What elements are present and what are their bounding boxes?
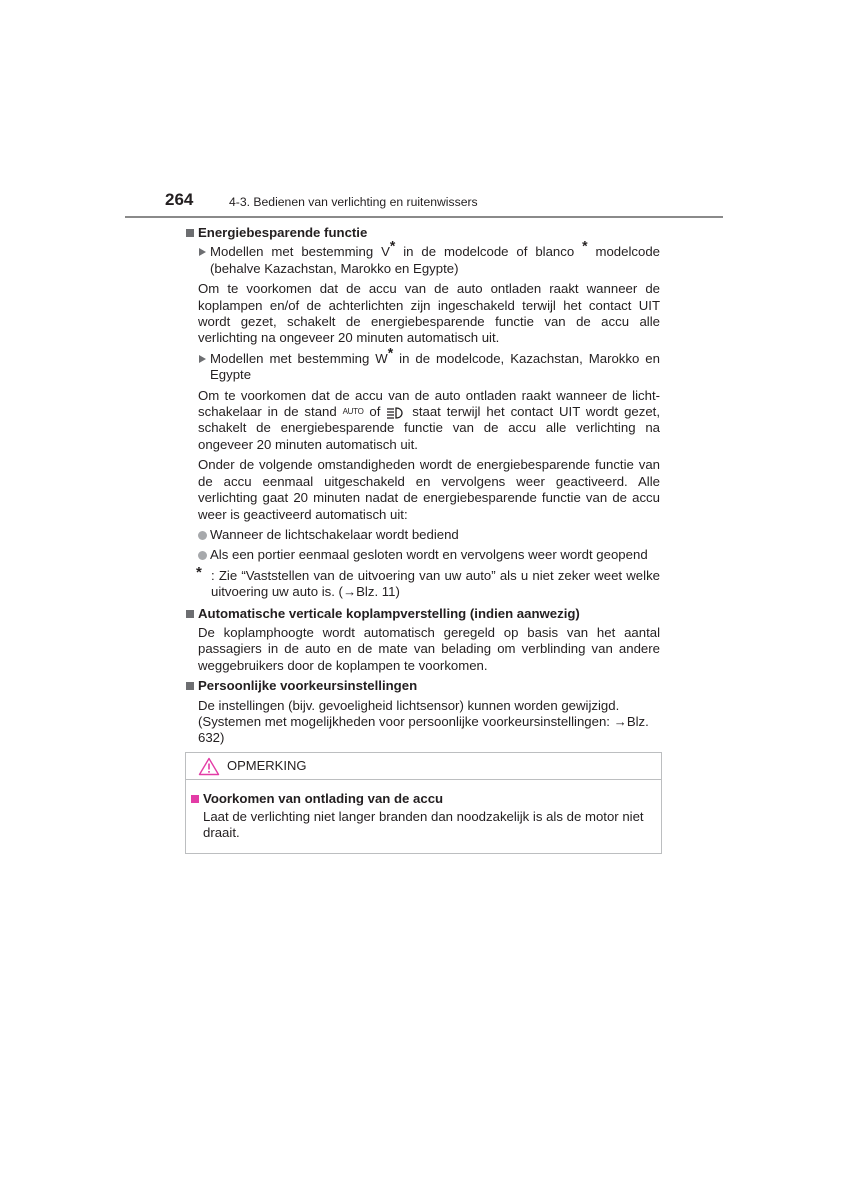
section-headlamp-leveling-title: Automatische verticale koplampverstelling (indien aanwezig): [185, 606, 660, 622]
personal-settings-paragraph: De instellingen (bijv. gevoeligheid lichtsensor) kunnen worden gewijzigd. (Systemen met mogelijkheden voor persoonlijke voorkeursinstellingen: →Blz. 632): [198, 697, 649, 746]
note-header: [186, 753, 661, 780]
header-divider: [125, 216, 723, 218]
section-energy-saving-title: Energiebesparende functie: [185, 225, 660, 241]
model-bullet-w: Modellen met bestemming W* in de modelcode, Kazachstan, Marokko en Egypte: [185, 351, 660, 384]
chapter-title: 4-3. Bedienen van verlichting en ruitenwissers: [229, 195, 478, 209]
section-square-icon: [186, 610, 194, 618]
note-label: OPMERKING: [227, 758, 307, 773]
dot-bullet-icon: [198, 551, 207, 560]
triangle-bullet-icon: [199, 248, 206, 256]
headlamp-leveling-paragraph: De koplamphoogte wordt automatisch geregeld op basis van het aantal passagiers in de auto en de mate van belading om verblinding van andere weggebruikers door de koplampen te voorkomen.: [198, 624, 660, 673]
energy-paragraph-3: Onder de volgende omstandigheden wordt de energiebesparende functie van de accu eenmaal uitgeschakeld en vervolgens weer geactiveerd. Alle verlichting gaat 20 minuten nadat de energiebesparende functie van de accu weer is geactiveerd automatisch uit:: [198, 457, 660, 522]
page-reference-link[interactable]: Blz. 11): [356, 584, 400, 600]
triangle-bullet-icon: [199, 355, 206, 363]
model-bullet-v: Modellen met bestemming V* in de modelcode of blanco * modelcode (behalve Kazachstan, Marokko en Egypte): [185, 244, 660, 277]
note-box: [185, 752, 662, 854]
page-content: [185, 225, 660, 751]
page-number: 264: [165, 190, 194, 209]
dot-bullet-icon: [198, 531, 207, 540]
energy-paragraph-2: Om te voorkomen dat de accu van de auto ontladen raakt wanneer de licht-schakelaar in de stand AUTO of staat terwijl het contact UIT wordt gezet, schakelt de energiebesparende functie van de accu alle verlichting na ongeveer 20 minuten automatisch uit.: [198, 387, 661, 452]
low-beam-headlight-icon: [386, 407, 406, 419]
section-square-icon: [186, 229, 194, 237]
warning-triangle-icon: [198, 757, 220, 776]
page-reference-link[interactable]: Blz. 632): [198, 713, 649, 746]
section-personal-settings-title: Persoonlijke voorkeursinstellingen: [185, 678, 660, 694]
footnote: * : Zie “Vaststellen van de uitvoering van uw auto” als u niet zeker weet welke uitvoering uw auto is. (→Blz. 11): [196, 563, 660, 600]
page-header: [163, 190, 723, 216]
section-square-icon: [186, 682, 194, 690]
note-text: Laat de verlichting niet langer branden dan noodzakelijk is als de motor niet draait.: [203, 809, 644, 841]
auto-symbol: AUTO: [342, 407, 364, 417]
note-title: Voorkomen van ontlading van de accu: [190, 791, 443, 806]
energy-paragraph-1: Om te voorkomen dat de accu van de auto ontladen raakt wanneer de koplampen en/of de achterlichten zijn ingeschakeld terwijl het contact UIT wordt gezet, schakelt de energiebesparende functie van de accu alle verlichting na ongeveer 20 minuten automatisch uit.: [198, 281, 660, 346]
condition-item-2: Als een portier eenmaal gesloten wordt en vervolgens weer wordt geopend: [185, 547, 660, 563]
condition-item-1: Wanneer de lichtschakelaar wordt bediend: [185, 527, 660, 543]
note-square-icon: [191, 795, 199, 803]
